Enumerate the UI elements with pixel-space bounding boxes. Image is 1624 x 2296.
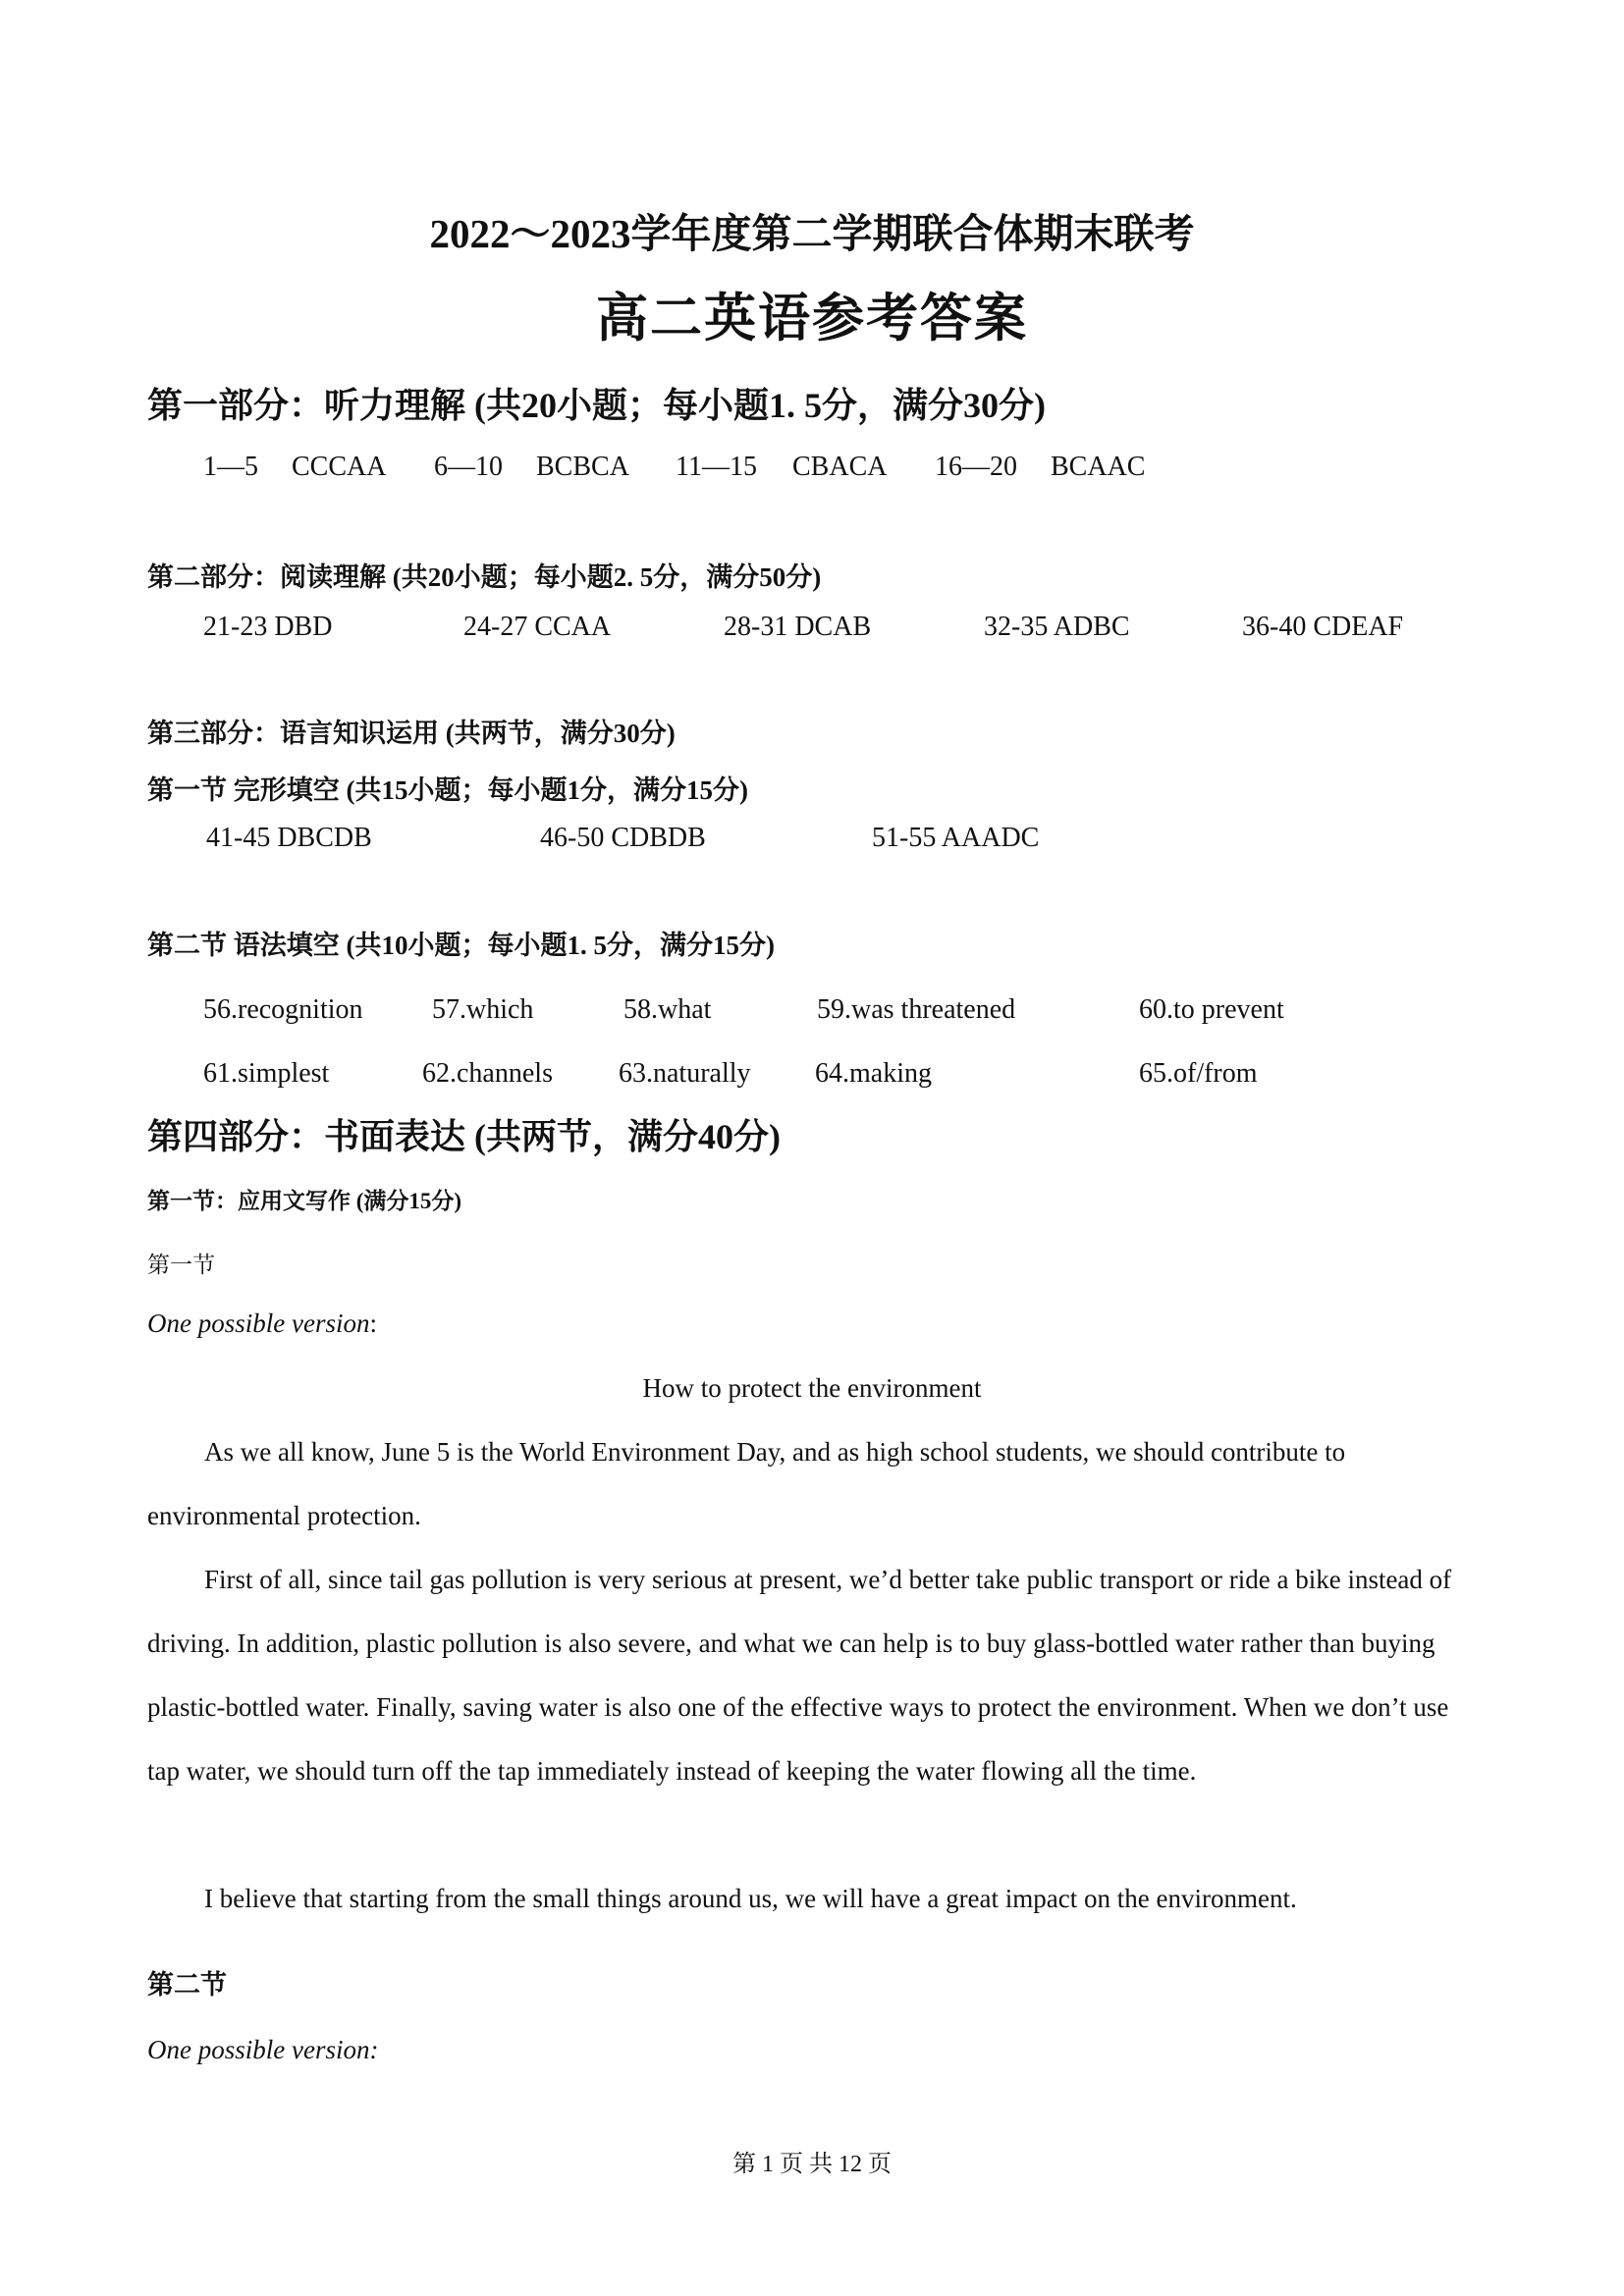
grammar-answer-63: 63.naturally <box>619 1058 751 1089</box>
document-title: 2022～2023学年度第二学期联合体期末联考 <box>429 211 1195 256</box>
grammar-answer-62: 62.channels <box>422 1058 553 1089</box>
part3-section1-answer-1: 41-45 DBCDB <box>206 823 372 853</box>
part2-answer-2: 24-27 CCAA <box>463 612 612 642</box>
essay-paragraph-2: First of all, since tail gas pollution is very serious at present, we’d better take public transport or ride a bike instead of driving. In addition, plastic pollution is also severe, and what we can help is to buy glass-bottled water rather than buying plastic-bottled water. Finally, saving water is also one of the effective ways to protect the environment. When we don’t use tap water, we should turn off the tap immediately instead of keeping the water flowing all the time. <box>147 1565 1452 1786</box>
part4-section2-heading: 第二节 <box>147 1970 227 2000</box>
grammar-answer-61: 61.simplest <box>203 1058 330 1089</box>
part3-section2-heading: 第二节 语法填空 (共10小题；每小题1. 5分，满分15分) <box>147 931 775 960</box>
version-label-2: One possible version: <box>147 2035 379 2064</box>
grammar-answer-58: 58.what <box>623 994 712 1025</box>
part2-answer-5: 36-40 CDEAF <box>1242 612 1404 642</box>
part3-section1-heading: 第一节 完形填空 (共15小题；每小题1分，满分15分) <box>147 775 748 805</box>
grammar-answer-60: 60.to prevent <box>1139 994 1284 1025</box>
part1-heading: 第一部分：听力理解 (共20小题；每小题1. 5分，满分30分) <box>147 386 1046 425</box>
part1-answer-value-4: BCAAC <box>1051 452 1146 482</box>
part1-answer-value-3: CBACA <box>792 452 888 482</box>
part1-answer-value-2: BCBCA <box>536 452 629 482</box>
part1-answer-range-1: 1—5 <box>203 452 258 482</box>
part3-section1-answer-3: 51-55 AAADC <box>872 823 1040 853</box>
part1-answer-range-3: 11—15 <box>676 452 757 482</box>
grammar-answer-65: 65.of/from <box>1139 1058 1258 1089</box>
document-subtitle: 高二英语参考答案 <box>596 291 1028 347</box>
essay-paragraph-1: As we all know, June 5 is the World Environment Day, and as high school students, we should contribute to environmental protection. <box>147 1437 1346 1530</box>
page-number: 第 1 页 共 12 页 <box>732 2152 892 2177</box>
version-label-1-text: One possible version <box>147 1308 370 1338</box>
version-label-1-colon: : <box>369 1308 377 1338</box>
part3-heading: 第三部分：语言知识运用 (共两节，满分30分) <box>147 719 676 748</box>
essay-paragraph-3: I believe that starting from the small things around us, we will have a great impact on the environment. <box>204 1884 1297 1913</box>
part2-answer-4: 32-35 ADBC <box>984 612 1130 642</box>
grammar-answer-59: 59.was threatened <box>817 994 1016 1025</box>
part1-answer-value-1: CCCAA <box>292 452 387 482</box>
essay-title: How to protect the environment <box>642 1373 982 1403</box>
grammar-answer-57: 57.which <box>432 994 534 1025</box>
part1-answer-range-4: 16—20 <box>935 452 1017 482</box>
part3-section1-answer-2: 46-50 CDBDB <box>540 823 706 853</box>
part4-section1-heading: 第一节：应用文写作 (满分15分) <box>147 1189 462 1213</box>
part1-answer-range-2: 6—10 <box>434 452 503 482</box>
version-label-1 <box>147 1308 377 1339</box>
part4-section1-label: 第一节 <box>147 1253 215 1277</box>
part2-answer-3: 28-31 DCAB <box>724 612 872 642</box>
part2-heading: 第二部分：阅读理解 (共20小题；每小题2. 5分，满分50分) <box>147 562 822 592</box>
grammar-answer-56: 56.recognition <box>203 994 363 1025</box>
grammar-answer-64: 64.making <box>815 1058 932 1089</box>
part2-answer-1: 21-23 DBD <box>203 612 333 642</box>
part4-heading: 第四部分：书面表达 (共两节，满分40分) <box>147 1117 781 1156</box>
